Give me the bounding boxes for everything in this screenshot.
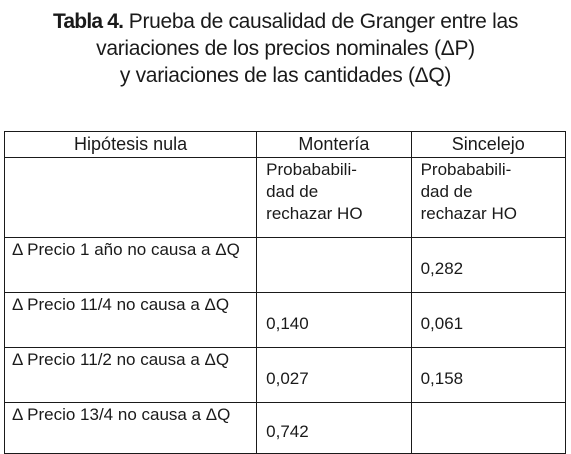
monteria-cell — [257, 238, 411, 293]
caption-line-2: variaciones de los precios nominales (ΔP) — [96, 37, 475, 60]
subheader-sincelejo: Probababili- dad de rechazar HO — [411, 158, 565, 238]
table-row — [5, 348, 566, 403]
monteria-cell: 0,742 — [257, 403, 411, 454]
hypothesis-cell: Δ Precio 1 año no causa a ΔQ — [5, 238, 257, 293]
hypothesis-cell: Δ Precio 13/4 no causa a ΔQ — [5, 403, 257, 454]
hypothesis-cell: Δ Precio 11/2 no causa a ΔQ — [5, 348, 257, 403]
caption-line-1 — [0, 8, 571, 35]
sincelejo-cell: 0,158 — [411, 348, 565, 403]
subheader-empty — [5, 158, 257, 238]
hypothesis-cell: Δ Precio 11/4 no causa a ΔQ — [5, 293, 257, 348]
table-row — [5, 403, 566, 454]
sincelejo-cell: 0,061 — [411, 293, 565, 348]
table-caption — [0, 8, 571, 89]
sincelejo-cell — [411, 403, 565, 454]
monteria-cell: 0,027 — [257, 348, 411, 403]
subheader-row — [5, 158, 566, 238]
header-sincelejo: Sincelejo — [411, 132, 565, 158]
header-hipotesis: Hipótesis nula — [5, 132, 257, 158]
subheader-monteria: Probababili- dad de rechazar HO — [257, 158, 411, 238]
header-row — [5, 132, 566, 158]
table-row — [5, 238, 566, 293]
table-row — [5, 293, 566, 348]
caption-text-1: Prueba de causalidad de Granger entre las — [123, 10, 519, 33]
sincelejo-cell: 0,282 — [411, 238, 565, 293]
caption-label: Tabla 4. — [52, 10, 124, 33]
header-monteria: Montería — [257, 132, 411, 158]
caption-line-3: y variaciones de las cantidades (ΔQ) — [119, 64, 452, 87]
granger-table — [4, 131, 566, 454]
monteria-cell: 0,140 — [257, 293, 411, 348]
